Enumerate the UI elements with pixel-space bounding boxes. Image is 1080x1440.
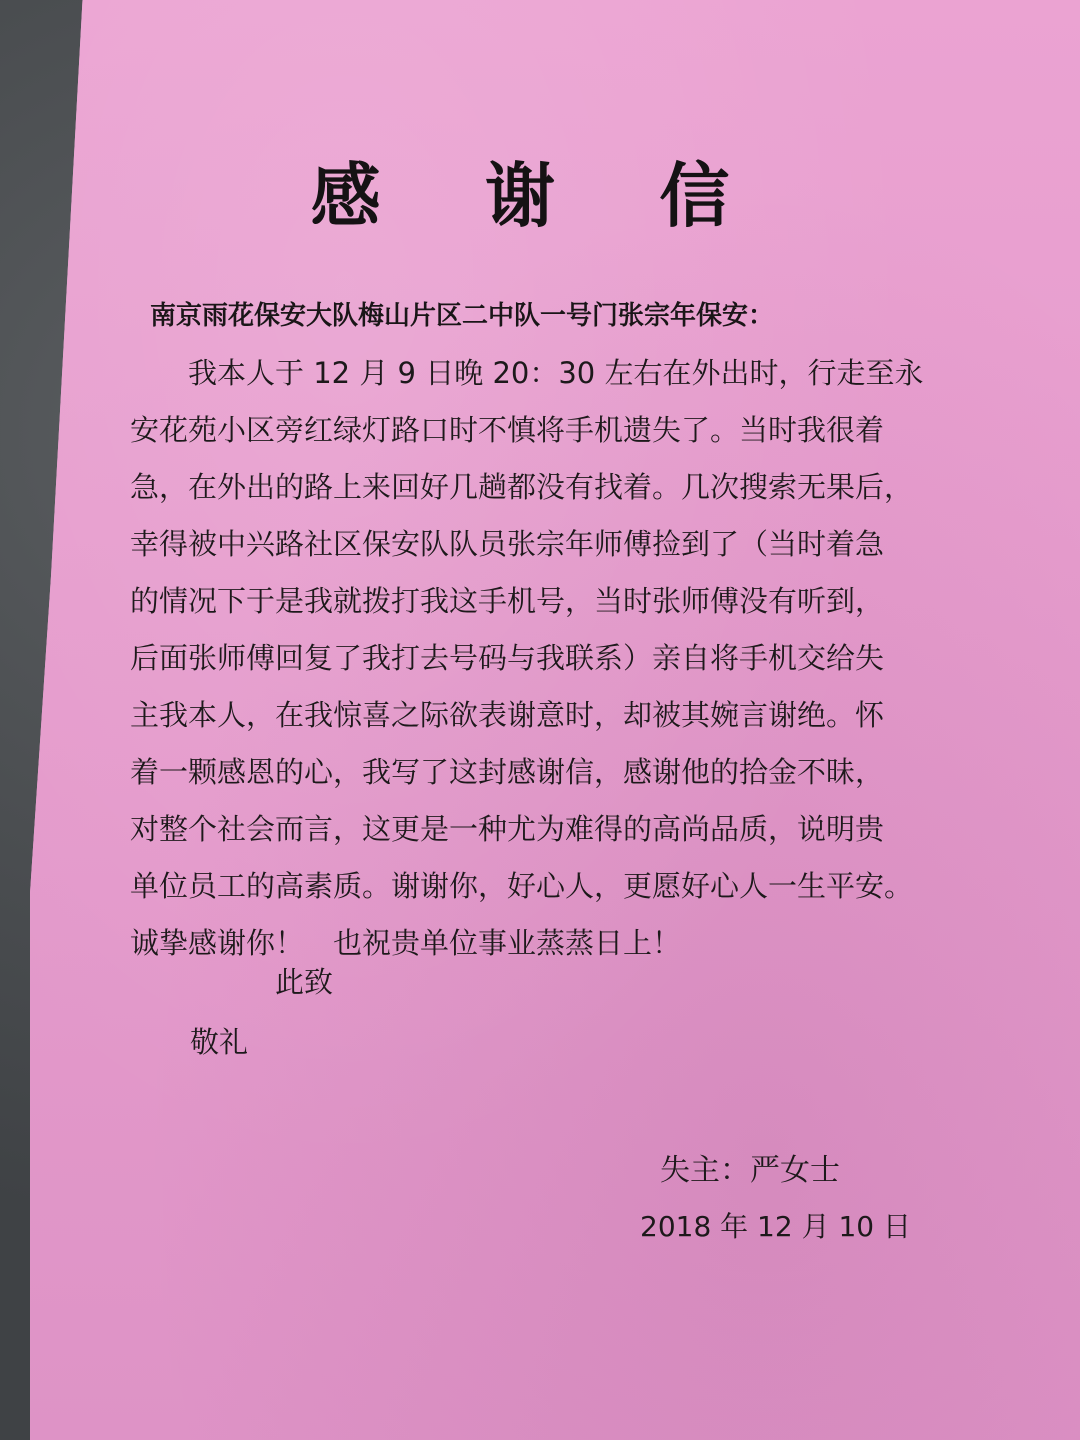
body-line: 主我本人，在我惊喜之际欲表谢意时，却被其婉言谢绝。怀 [130, 698, 885, 732]
closing-zhizhi: 此致 [275, 965, 334, 999]
letter-body [130, 345, 1000, 972]
body-line: 的情况下于是我就拨打我这手机号，当时张师傅没有听到， [130, 584, 885, 618]
body-line: 单位员工的高素质。谢谢你，好心人，更愿好心人一生平安。 [130, 869, 914, 903]
body-line: 我本人于 12 月 9 日晚 20：30 左右在外出时，行走至永 [130, 356, 924, 390]
letter-date: 2018 年 12 月 10 日 [640, 1210, 912, 1243]
body-line: 安花苑小区旁红绿灯路口时不慎将手机遗失了。当时我很着 [130, 413, 885, 447]
body-line: 后面张师傅回复了我打去号码与我联系）亲自将手机交给失 [130, 641, 885, 675]
letter-signer: 失主：严女士 [660, 1153, 840, 1188]
closing-jingli: 敬礼 [190, 1025, 249, 1059]
letter-title: 感 谢 信 [310, 155, 770, 237]
body-line: 对整个社会而言，这更是一种尤为难得的高尚品质，说明贵 [130, 812, 885, 846]
body-line: 着一颗感恩的心，我写了这封感谢信，感谢他的拾金不昧， [130, 755, 885, 789]
body-line: 诚挚感谢你！ 也祝贵单位事业蒸蒸日上！ [130, 926, 682, 960]
body-line: 幸得被中兴路社区保安队队员张宗年师傅捡到了（当时着急 [130, 527, 885, 561]
letter-salutation: 南京雨花保安大队梅山片区二中队一号门张宗年保安： [150, 301, 775, 331]
body-line: 急，在外出的路上来回好几趟都没有找着。几次搜索无果后， [130, 470, 914, 504]
